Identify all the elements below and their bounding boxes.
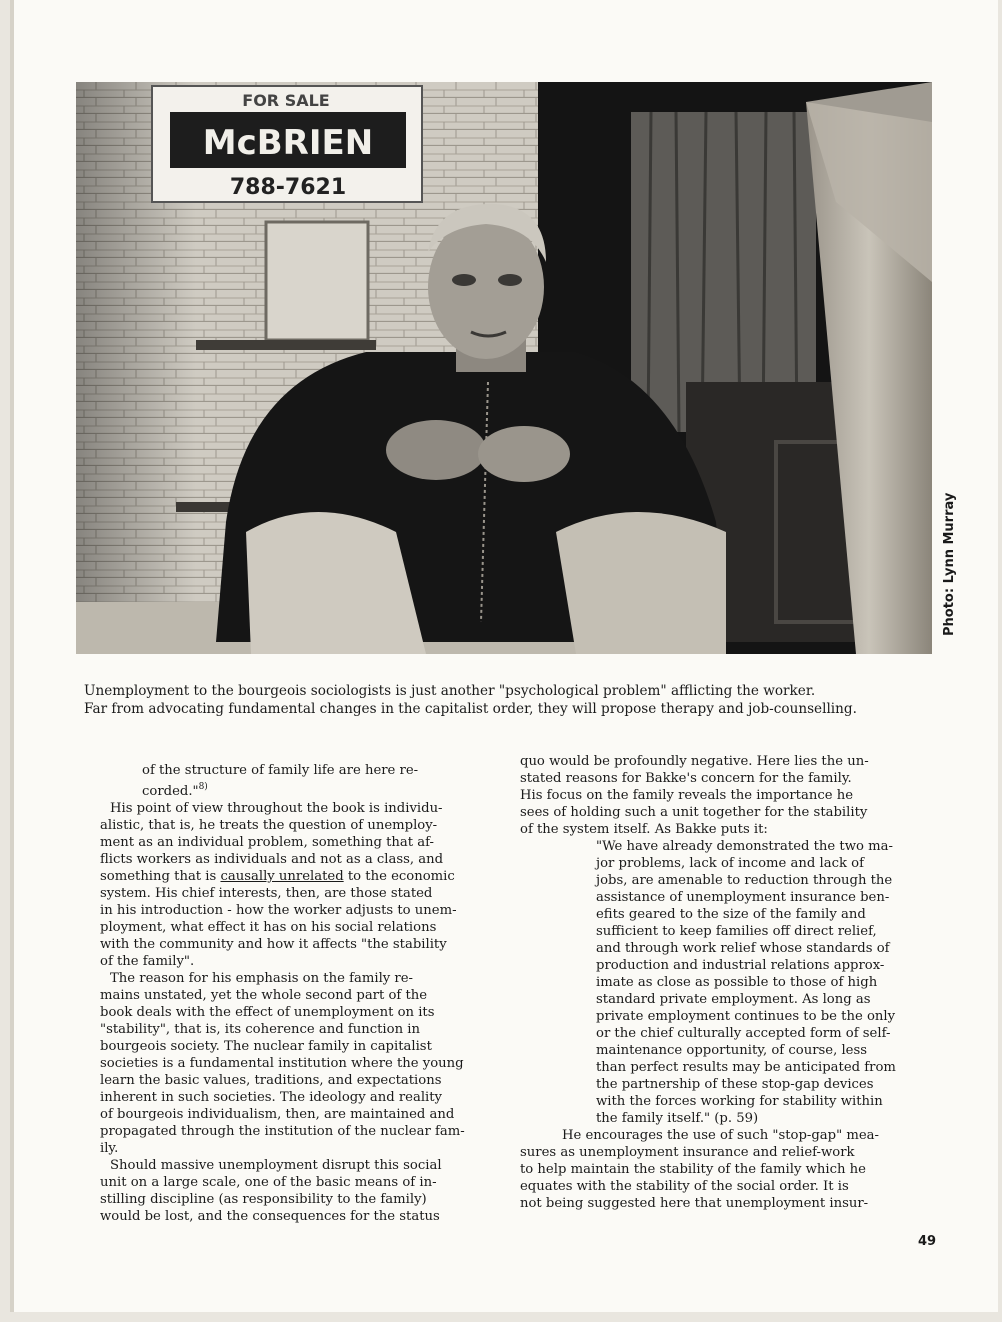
- quote-line: maintenance opportunity, of course, less: [596, 1043, 868, 1058]
- quote-line: production and industrial relations approx-: [596, 958, 885, 973]
- text-fragment: something that is: [100, 869, 221, 884]
- photo-credit: [938, 480, 960, 636]
- sign-phone-text: 788-7621: [229, 175, 347, 200]
- quote-line: jobs, are amenable to reduction through the: [596, 873, 893, 888]
- text-line: propagated through the institution of the nuclear fam-: [100, 1124, 465, 1139]
- text-line: alistic, that is, he treats the question of unemploy-: [100, 818, 438, 833]
- text-column-left: [100, 762, 495, 1225]
- text-line: system. His chief interests, then, are those stated: [100, 886, 433, 901]
- text-line: ily.: [100, 1141, 119, 1156]
- quote-line: and through work relief whose standards of: [596, 941, 890, 956]
- text-line: [100, 779, 495, 800]
- quote-line: imate as close as possible to those of high: [596, 975, 878, 990]
- text-line: flicts workers as individuals and not as a class, and: [100, 852, 444, 867]
- text-line: ployment, what effect it has on his social relations: [100, 920, 437, 935]
- text-line: quo would be profoundly negative. Here lies the un-: [520, 754, 869, 769]
- text-line: [100, 868, 495, 885]
- text-line: of the family".: [100, 954, 195, 969]
- text-line: "stability", that is, its coherence and function in: [100, 1022, 420, 1037]
- quote-line: efits geared to the size of the family and: [596, 907, 866, 922]
- text-line: His focus on the family reveals the importance he: [520, 788, 854, 803]
- text-column-right: [520, 753, 940, 1212]
- text-line: of the structure of family life are here re-: [142, 763, 419, 778]
- quote-line: the partnership of these stop-gap devices: [596, 1077, 874, 1092]
- text-line: The reason for his emphasis on the family re-: [110, 971, 413, 986]
- photo-credit-text: Photo: Lynn Murray: [942, 492, 957, 636]
- quote-line: with the forces working for stability within: [596, 1094, 883, 1109]
- text-line: stated reasons for Bakke's concern for the family.: [520, 771, 852, 786]
- caption-line: Far from advocating fundamental changes in the capitalist order, they will propose therapy and job-counselling.: [84, 701, 857, 717]
- sign-name-text: McBRIEN: [202, 123, 374, 163]
- text-line: of bourgeois individualism, then, are maintained and: [100, 1107, 455, 1122]
- caption-line: Unemployment to the bourgeois sociologists is just another "psychological problem" afflicting the worker.: [84, 683, 816, 699]
- quote-line: standard private employment. As long as: [596, 992, 871, 1007]
- text-line: ment as an individual problem, something that af-: [100, 835, 434, 850]
- text-fragment: corded.": [142, 784, 199, 799]
- footnote-marker: 8): [198, 782, 208, 792]
- quote-line: the family itself." (p. 59): [596, 1111, 759, 1126]
- page-number: 49: [918, 1234, 937, 1249]
- text-line: in his introduction - how the worker adjusts to unem-: [100, 903, 457, 918]
- text-line: to help maintain the stability of the family which he: [520, 1162, 866, 1177]
- text-line: would be lost, and the consequences for the status: [100, 1209, 440, 1224]
- quote-line: private employment continues to be the only: [596, 1009, 896, 1024]
- text-line: unit on a large scale, one of the basic means of in-: [100, 1175, 437, 1190]
- quote-line: than perfect results may be anticipated from: [596, 1060, 896, 1075]
- text-fragment: to the economic: [343, 869, 455, 884]
- text-line: equates with the stability of the social order. It is: [520, 1179, 849, 1194]
- text-line: His point of view throughout the book is individu-: [110, 801, 443, 816]
- text-line: inherent in such societies. The ideology and reality: [100, 1090, 442, 1105]
- text-line: He encourages the use of such "stop-gap" mea-: [562, 1128, 879, 1143]
- sign-top-text: FOR SALE: [242, 91, 330, 110]
- text-line: bourgeois society. The nuclear family in capitalist: [100, 1039, 432, 1054]
- for-sale-sign: [152, 86, 422, 202]
- text-line: Should massive unemployment disrupt this social: [110, 1158, 442, 1173]
- quote-line: or the chief culturally accepted form of self-: [596, 1026, 891, 1041]
- text-line: not being suggested here that unemployment insur-: [520, 1196, 869, 1211]
- text-line: with the community and how it affects "the stability: [100, 937, 447, 952]
- text-line: mains unstated, yet the whole second part of the: [100, 988, 428, 1003]
- photo-illustration: [76, 82, 932, 654]
- quote-line: "We have already demonstrated the two ma-: [596, 839, 893, 854]
- quote-line: assistance of unemployment insurance ben-: [596, 890, 890, 905]
- text-line: sees of holding such a unit together for the stability: [520, 805, 868, 820]
- underlined-phrase: causally unrelated: [220, 869, 344, 884]
- quote-line: sufficient to keep families off direct relief,: [596, 924, 877, 939]
- text-line: sures as unemployment insurance and relief-work: [520, 1145, 855, 1160]
- text-line: book deals with the effect of unemployment on its: [100, 1005, 435, 1020]
- text-line: of the system itself. As Bakke puts it:: [520, 822, 768, 837]
- text-line: stilling discipline (as responsibility to the family): [100, 1192, 427, 1207]
- text-line: learn the basic values, traditions, and expectations: [100, 1073, 442, 1088]
- photograph: [76, 82, 932, 654]
- text-line: societies is a fundamental institution where the young: [100, 1056, 464, 1071]
- quote-line: jor problems, lack of income and lack of: [596, 856, 864, 871]
- photo-caption: [84, 682, 954, 718]
